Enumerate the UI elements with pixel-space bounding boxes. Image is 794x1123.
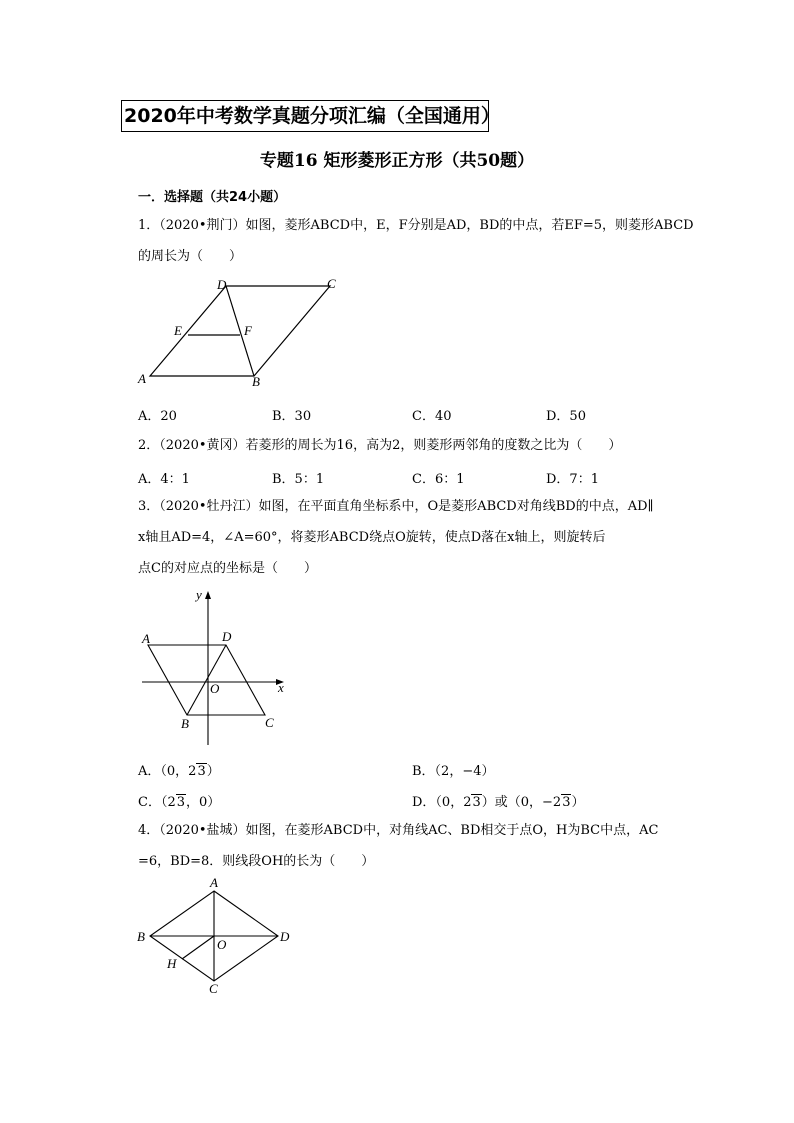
label-x: x [278, 680, 284, 695]
question-3-line-2: x轴且AD=4，∠A=60°，将菱形ABCD绕点O旋转，使点D落在x轴上，则旋转后 [138, 530, 606, 545]
question-3-option-a[interactable] [138, 760, 220, 779]
label-a: A [138, 371, 146, 386]
label-c: C [265, 715, 274, 730]
sqrt-radicand: 3 [472, 795, 481, 810]
question-2-option-c[interactable]: C．6：1 [412, 472, 465, 487]
question-1-option-a[interactable]: A．20 [138, 409, 177, 424]
option-c-suffix: ，0） [186, 795, 221, 810]
question-4-line-2: =6，BD=8．则线段OH的长为（ ） [138, 854, 375, 869]
section-heading: 一．选择题（共24小题） [138, 190, 287, 205]
label-o: O [210, 681, 220, 696]
label-b: B [181, 716, 189, 731]
label-o: O [217, 937, 227, 952]
label-d: D [217, 277, 227, 292]
question-2-line-1: 2．（2020•黄冈）若菱形的周长为16，高为2，则菱形两邻角的度数之比为（ ） [138, 438, 622, 453]
question-3-option-b[interactable]: B．（2，−4） [412, 764, 495, 779]
label-a: A [142, 631, 150, 646]
question-3-option-d[interactable] [412, 791, 584, 810]
question-1-option-b[interactable]: B．30 [272, 409, 312, 424]
sqrt-radicand: 3 [197, 764, 206, 779]
label-c: C [327, 276, 336, 291]
label-f: F [244, 323, 252, 338]
question-3-option-c[interactable] [138, 791, 220, 810]
sqrt-radicand: 3 [176, 795, 185, 810]
question-3-line-3: 点C的对应点的坐标是（ ） [138, 561, 317, 576]
option-d-mid: ）或（0，−2 [481, 795, 562, 810]
question-1-option-d[interactable]: D．50 [546, 409, 586, 424]
label-d: D [222, 629, 232, 644]
option-d-text: D．（0，2 [412, 795, 472, 810]
question-4-figure [130, 875, 310, 1000]
label-c: C [209, 981, 218, 996]
topic-subtitle: 专题16 矩形菱形正方形（共50题） [259, 151, 535, 171]
option-c-text: C．（2 [138, 795, 176, 810]
question-1-option-c[interactable]: C．40 [412, 409, 452, 424]
option-d-suffix: ） [571, 795, 585, 810]
option-a-text: A．（0，2 [138, 764, 197, 779]
option-a-suffix: ） [206, 764, 220, 779]
label-y: y [196, 587, 202, 602]
label-b: B [252, 374, 260, 389]
label-h: H [167, 956, 177, 971]
document-title: 2020年中考数学真题分项汇编（全国通用） [121, 100, 489, 132]
label-d: D [280, 929, 290, 944]
question-1-line-2: 的周长为（ ） [138, 249, 243, 264]
question-2-option-a[interactable]: A．4：1 [138, 472, 190, 487]
label-e: E [174, 323, 182, 338]
label-b: B [137, 929, 145, 944]
question-4-line-1: 4．（2020•盐城）如图，在菱形ABCD中，对角线AC、BD相交于点O，H为BC中点，AC [138, 823, 659, 838]
question-2-option-d[interactable]: D．7：1 [546, 472, 599, 487]
question-3-line-1: 3．（2020•牡丹江）如图，在平面直角坐标系中，O是菱形ABCD对角线BD的中点，AD∥ [138, 499, 654, 514]
question-1-line-1: 1．（2020•荆门）如图，菱形ABCD中，E，F分别是AD，BD的中点，若EF=5，则菱形ABCD [138, 218, 694, 233]
question-2-option-b[interactable]: B．5：1 [272, 472, 325, 487]
question-3-figure [130, 585, 300, 750]
question-1-figure [130, 272, 350, 392]
sqrt-radicand-2: 3 [562, 795, 571, 810]
label-a: A [210, 875, 218, 890]
